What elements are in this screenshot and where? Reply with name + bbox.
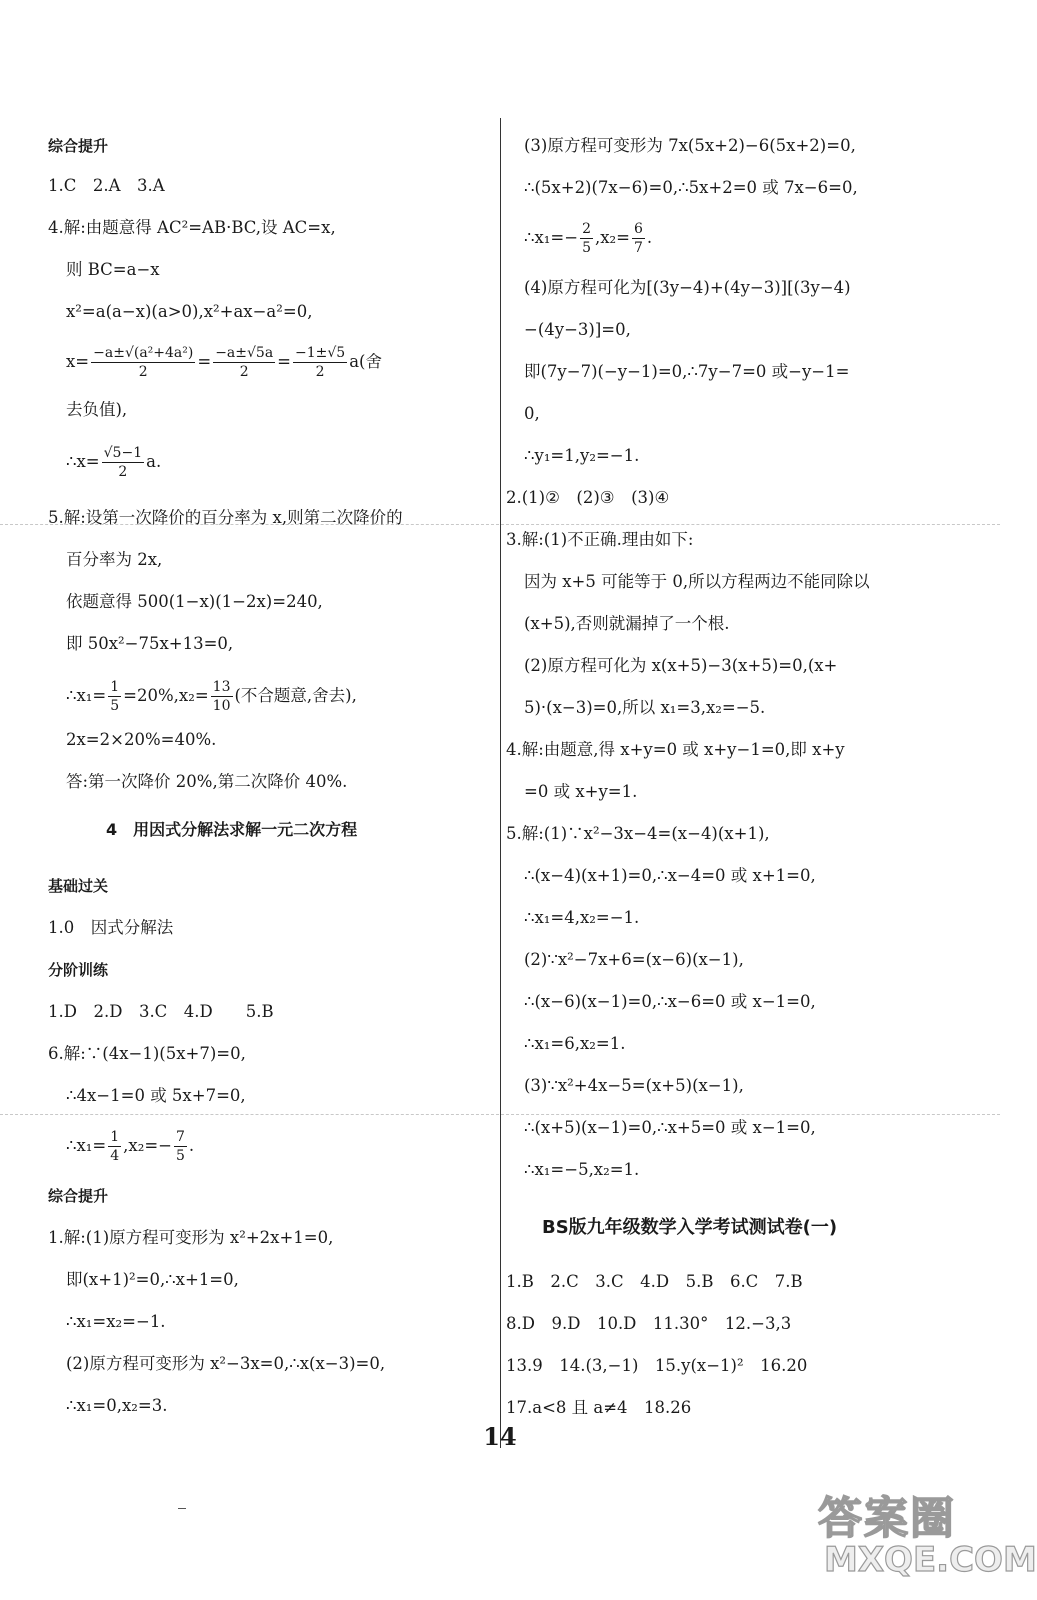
answer-line: ∴x₁=4,x₂=−1. <box>524 908 640 927</box>
answer-line: 即(x+1)²=0,∴x+1=0, <box>66 1270 239 1289</box>
answer-line: 5)·(x−3)=0,所以 x₁=3,x₂=−5. <box>524 698 766 717</box>
watermark-logo-text: 答案圈 <box>818 1493 956 1544</box>
section-heading: 基础过关 <box>48 877 109 895</box>
numerator: 7 <box>176 1129 185 1145</box>
answer-line: 8.D 9.D 10.D 11.30° 12.−3,3 <box>506 1314 792 1333</box>
answer-line: 依题意得 500(1−x)(1−2x)=240, <box>66 592 323 611</box>
section-title: 4 用因式分解法求解一元二次方程 <box>106 820 358 839</box>
denominator: 2 <box>239 364 249 380</box>
answer-line: =0 或 x+y=1. <box>524 782 638 801</box>
denominator: 5 <box>176 1148 185 1164</box>
numerator: 13 <box>212 679 231 695</box>
fraction <box>213 344 275 381</box>
formula-text: (不合题意,舍去), <box>234 686 357 705</box>
answer-line: 5.解:设第一次降价的百分率为 x,则第二次降价的 <box>48 508 403 527</box>
fraction <box>632 220 645 257</box>
answer-line: 因为 x+5 可能等于 0,所以方程两边不能同除以 <box>524 572 870 591</box>
answer-line: ∴x₁=x₂=−1. <box>66 1312 166 1331</box>
answer-line: 0, <box>524 404 540 423</box>
page-number: 14 <box>483 1422 517 1451</box>
numerator: 6 <box>634 221 643 237</box>
formula-line <box>66 678 357 715</box>
numerator: −a±√5a <box>215 345 274 361</box>
answer-line: 2x=2×20%=40%. <box>66 730 217 749</box>
answer-line: 1.C 2.A 3.A <box>48 176 165 195</box>
answer-line: 6.解:∵(4x−1)(5x+7)=0, <box>48 1044 246 1063</box>
numerator: 1 <box>110 1129 120 1145</box>
answer-line: (2)原方程可变形为 x²−3x=0,∴x(x−3)=0, <box>66 1354 386 1373</box>
answer-line: ∴y₁=1,y₂=−1. <box>524 446 640 465</box>
numerator: 2 <box>582 221 591 237</box>
answer-line: 4.解:由题意,得 x+y=0 或 x+y−1=0,即 x+y <box>506 740 845 759</box>
answer-line: (4)原方程可化为[(3y−4)+(4y−3)][(3y−4) <box>524 278 851 297</box>
answer-line: ∴4x−1=0 或 5x+7=0, <box>66 1086 246 1105</box>
denominator: 2 <box>138 364 148 380</box>
fraction <box>293 344 347 381</box>
formula-text: a(舍 <box>349 352 382 371</box>
answer-line: −(4y−3)]=0, <box>524 320 631 339</box>
answer-line: ∴x₁=0,x₂=3. <box>66 1396 168 1415</box>
formula-line: x= $\frac{\text{−a±√(a²+4a²)}}{2}$ = $\frac{-a\pm√5a}{2}$ = $\frac{-1\pm√5}{2}$ a(舍 <box>66 345 382 380</box>
answer-line: ∴(5x+2)(7x−6)=0,∴5x+2=0 或 7x−6=0, <box>524 178 858 197</box>
answer-line: ∴x₁=−5,x₂=1. <box>524 1160 640 1179</box>
formula-text: =20%,x₂= <box>123 686 209 705</box>
formula-text: . <box>188 1136 195 1155</box>
formula-text: ∴x₁= <box>66 686 107 705</box>
answer-line: ∴(x−6)(x−1)=0,∴x−6=0 或 x−1=0, <box>524 992 816 1011</box>
formula-line <box>524 220 652 257</box>
formula-line <box>66 444 161 481</box>
formula-text: . <box>646 228 653 247</box>
watermark-logo <box>818 1482 1037 1592</box>
answer-line: 去负值), <box>66 400 128 419</box>
answer-line: 即 50x²−75x+13=0, <box>66 634 234 653</box>
fraction <box>108 1128 121 1165</box>
numerator: 1 <box>110 679 120 695</box>
fraction <box>102 444 144 481</box>
section-heading: 分阶训练 <box>48 961 109 979</box>
answer-line: 百分率为 2x, <box>66 550 163 569</box>
answer-line: (2)原方程可化为 x(x+5)−3(x+5)=0,(x+ <box>524 656 838 675</box>
answer-line: 2.(1)② (2)③ (3)④ <box>506 488 670 507</box>
answer-line: 5.解:(1)∵x²−3x−4=(x−4)(x+1), <box>506 824 770 843</box>
answer-line: 答:第一次降价 20%,第二次降价 40%. <box>66 772 348 791</box>
answer-line: ∴(x−4)(x+1)=0,∴x−4=0 或 x+1=0, <box>524 866 816 885</box>
denominator: 10 <box>212 698 231 714</box>
formula-text: a. <box>146 452 162 471</box>
answer-line: 13.9 14.(3,−1) 15.y(x−1)² 16.20 <box>506 1356 808 1375</box>
numerator: √5−1 <box>103 445 143 461</box>
fraction <box>580 220 593 257</box>
formula-text: ,x₂=− <box>123 1136 172 1155</box>
section-heading: 综合提升 <box>48 1187 109 1205</box>
scan-mark <box>178 1508 186 1509</box>
fraction <box>174 1128 187 1165</box>
answer-line: (2)∵x²−7x+6=(x−6)(x−1), <box>524 950 744 969</box>
formula-text: ∴x= <box>66 452 100 471</box>
formula-text: ∴x₁=− <box>524 228 579 247</box>
formula-text: ,x₂= <box>595 228 630 247</box>
answer-line: x²=a(a−x)(a>0),x²+ax−a²=0, <box>66 302 313 321</box>
denominator: 5 <box>582 240 591 256</box>
answer-line: ∴(x+5)(x−1)=0,∴x+5=0 或 x−1=0, <box>524 1118 816 1137</box>
answer-line: (3)∵x²+4x−5=(x+5)(x−1), <box>524 1076 744 1095</box>
answer-line: 即(7y−7)(−y−1)=0,∴7y−7=0 或−y−1= <box>524 362 850 381</box>
numerator: −a±√(a²+4a²) <box>93 345 194 361</box>
answer-line: (3)原方程可变形为 7x(5x+2)−6(5x+2)=0, <box>524 136 856 155</box>
denominator: 2 <box>315 364 325 380</box>
answer-line: 3.解:(1)不正确.理由如下: <box>506 530 694 549</box>
column-divider <box>500 118 501 1448</box>
section-heading: 综合提升 <box>48 137 109 155</box>
answer-line: 1.解:(1)原方程可变形为 x²+2x+1=0, <box>48 1228 334 1247</box>
answer-line: 1.B 2.C 3.C 4.D 5.B 6.C 7.B <box>506 1272 803 1291</box>
answer-line: 1.D 2.D 3.C 4.D 5.B <box>48 1002 274 1021</box>
test-title: BS版九年级数学入学考试测试卷(一) <box>542 1217 838 1238</box>
answer-line: 4.解:由题意得 AC²=AB·BC,设 AC=x, <box>48 218 336 237</box>
denominator: 5 <box>110 698 120 714</box>
watermark-url: MXQE.COM <box>824 1540 1037 1580</box>
answer-line: 则 BC=a−x <box>66 260 160 279</box>
denominator: 2 <box>118 464 128 480</box>
formula-line <box>66 1128 194 1165</box>
fraction <box>108 678 121 715</box>
answer-line: 17.a<8 且 a≠4 18.26 <box>506 1398 692 1417</box>
denominator: 4 <box>110 1148 120 1164</box>
answer-line: ∴x₁=6,x₂=1. <box>524 1034 626 1053</box>
answer-line: 1.0 因式分解法 <box>48 918 174 937</box>
formula-text: x= <box>66 352 90 371</box>
numerator: −1±√5 <box>295 345 346 361</box>
fraction <box>91 344 195 381</box>
answer-line: (x+5),否则就漏掉了一个根. <box>524 614 730 633</box>
fraction <box>211 678 233 715</box>
denominator: 7 <box>634 240 643 256</box>
formula-text: ∴x₁= <box>66 1136 107 1155</box>
